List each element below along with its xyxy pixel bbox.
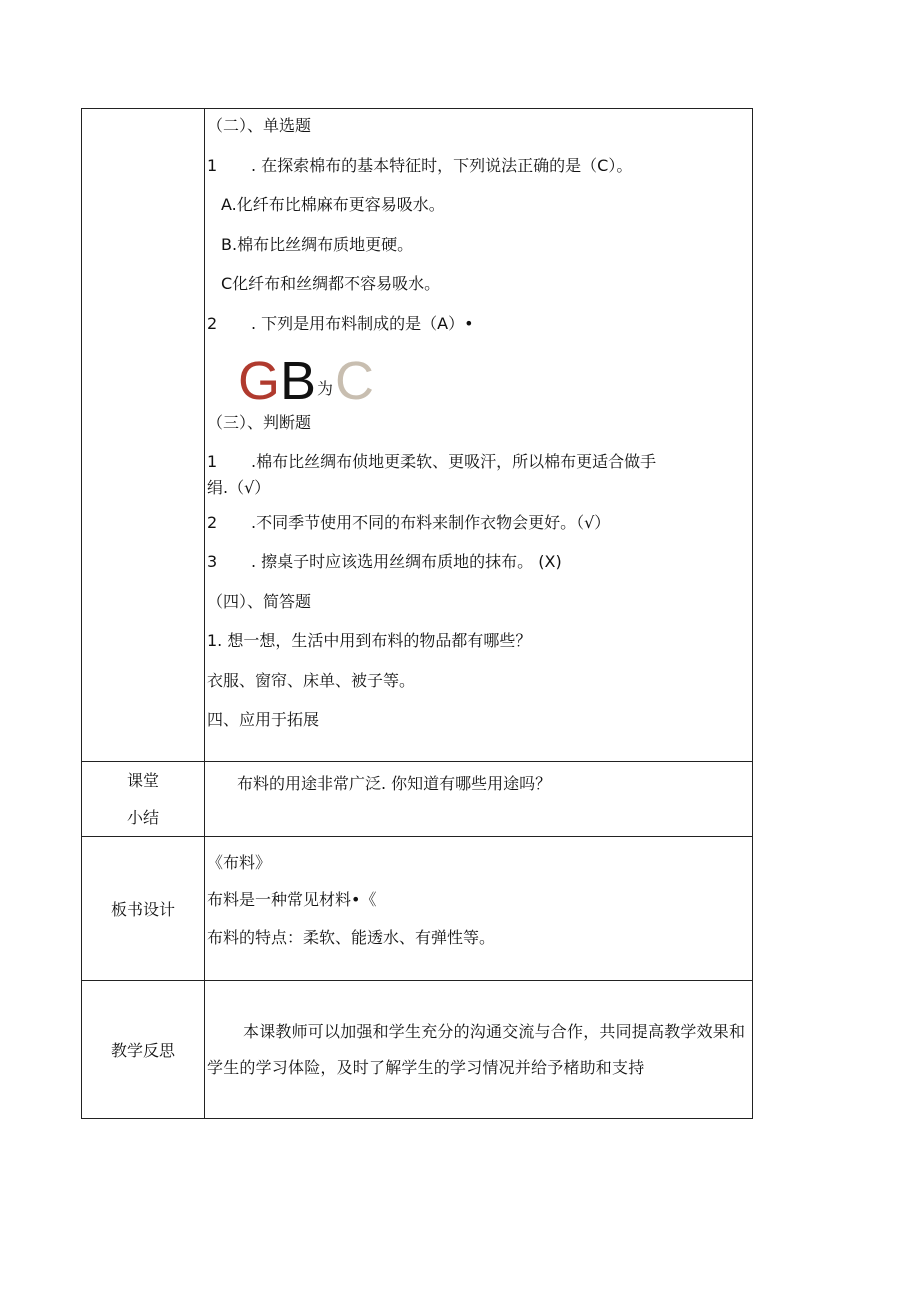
board-line-3: 布料的特点：柔软、能透水、有弹性等。 [207, 928, 496, 947]
question-2-text: . 下列是用布料制成的是（A）• [251, 313, 474, 333]
judge-item-3-text: . 擦桌子时应该选用丝绸布质地的抹布。 (X) [251, 552, 562, 571]
question-2-image-options [205, 349, 752, 413]
judge-item-1-number: 1 [207, 451, 218, 471]
board-label-cell [82, 837, 205, 981]
judge-item-2-text: .不同季节使用不同的布料来制作衣物会更好。（√） [251, 512, 611, 532]
judge-item-2 [205, 509, 752, 549]
short-answer-answer: 衣服、窗帘、床单、被子等。 [207, 670, 416, 690]
section2-heading: （二）、单选题 [207, 116, 312, 135]
option-a: A.化纤布比棉麻布更容易吸水。 [221, 195, 445, 214]
option-c: C化纤布和丝绸都不容易吸水。 [221, 274, 441, 293]
judge-item-3-number: 3 [207, 552, 218, 571]
summary-content-cell [205, 762, 753, 837]
board-row [82, 837, 753, 981]
short-answer-question: 1. 想一想，生活中用到布料的物品都有哪些？ [207, 631, 532, 650]
question-1-text: . 在探索棉布的基本特征时，下列说法正确的是（C）。 [251, 155, 633, 175]
option-image-c: C [335, 351, 374, 411]
reflection-row [82, 981, 753, 1119]
option-image-g: G [238, 351, 281, 411]
section3-heading: （三）、判断题 [207, 413, 312, 432]
judge-item-2-number: 2 [207, 512, 218, 532]
question-2-number: 2 [207, 313, 218, 333]
summary-text: 布料的用途非常广泛. 你知道有哪些用途吗？ [237, 774, 552, 793]
judge-item-3 [205, 548, 752, 588]
summary-row [82, 762, 753, 837]
question-1 [205, 152, 752, 192]
reflection-content-cell [205, 981, 753, 1119]
summary-label-line-1: 课堂 [126, 771, 159, 790]
board-line-2: 布料是一种常见材料•《 [207, 890, 377, 909]
board-content-cell [205, 837, 753, 981]
exercise-row [82, 109, 753, 762]
option-image-b: B [280, 351, 317, 411]
summary-label-line-2: 小结 [126, 808, 159, 827]
summary-label-cell [82, 762, 205, 837]
exercise-content-cell [205, 109, 753, 762]
board-label: 板书设计 [110, 900, 175, 919]
judge-item-1 [205, 449, 752, 509]
question-1-number: 1 [207, 155, 218, 175]
exercise-label-cell [82, 109, 205, 762]
question-2 [205, 310, 752, 350]
lesson-table [81, 108, 753, 1119]
option-image-caption: 为 [317, 379, 334, 398]
reflection-label-cell [82, 981, 205, 1119]
board-line-1: 《布料》 [207, 853, 272, 872]
section5-heading: 四、应用于拓展 [207, 710, 320, 729]
judge-item-1-text: .棉布比丝绸布侦地更柔软、更吸汗，所以棉布更适合做手 [251, 451, 657, 471]
reflection-label: 教学反思 [110, 1041, 175, 1060]
option-b: B.棉布比丝绸布质地更硬。 [221, 234, 414, 254]
reflection-text: 本课教师可以加强和学生充分的沟通交流与合作，共同提高教学效果和学生的学习体险，及时了解学生的学习情况并给予楮助和支持 [207, 1021, 746, 1077]
section4-heading: （四）、简答题 [207, 591, 312, 611]
judge-item-1-continuation: 绢.（√） [207, 477, 271, 497]
